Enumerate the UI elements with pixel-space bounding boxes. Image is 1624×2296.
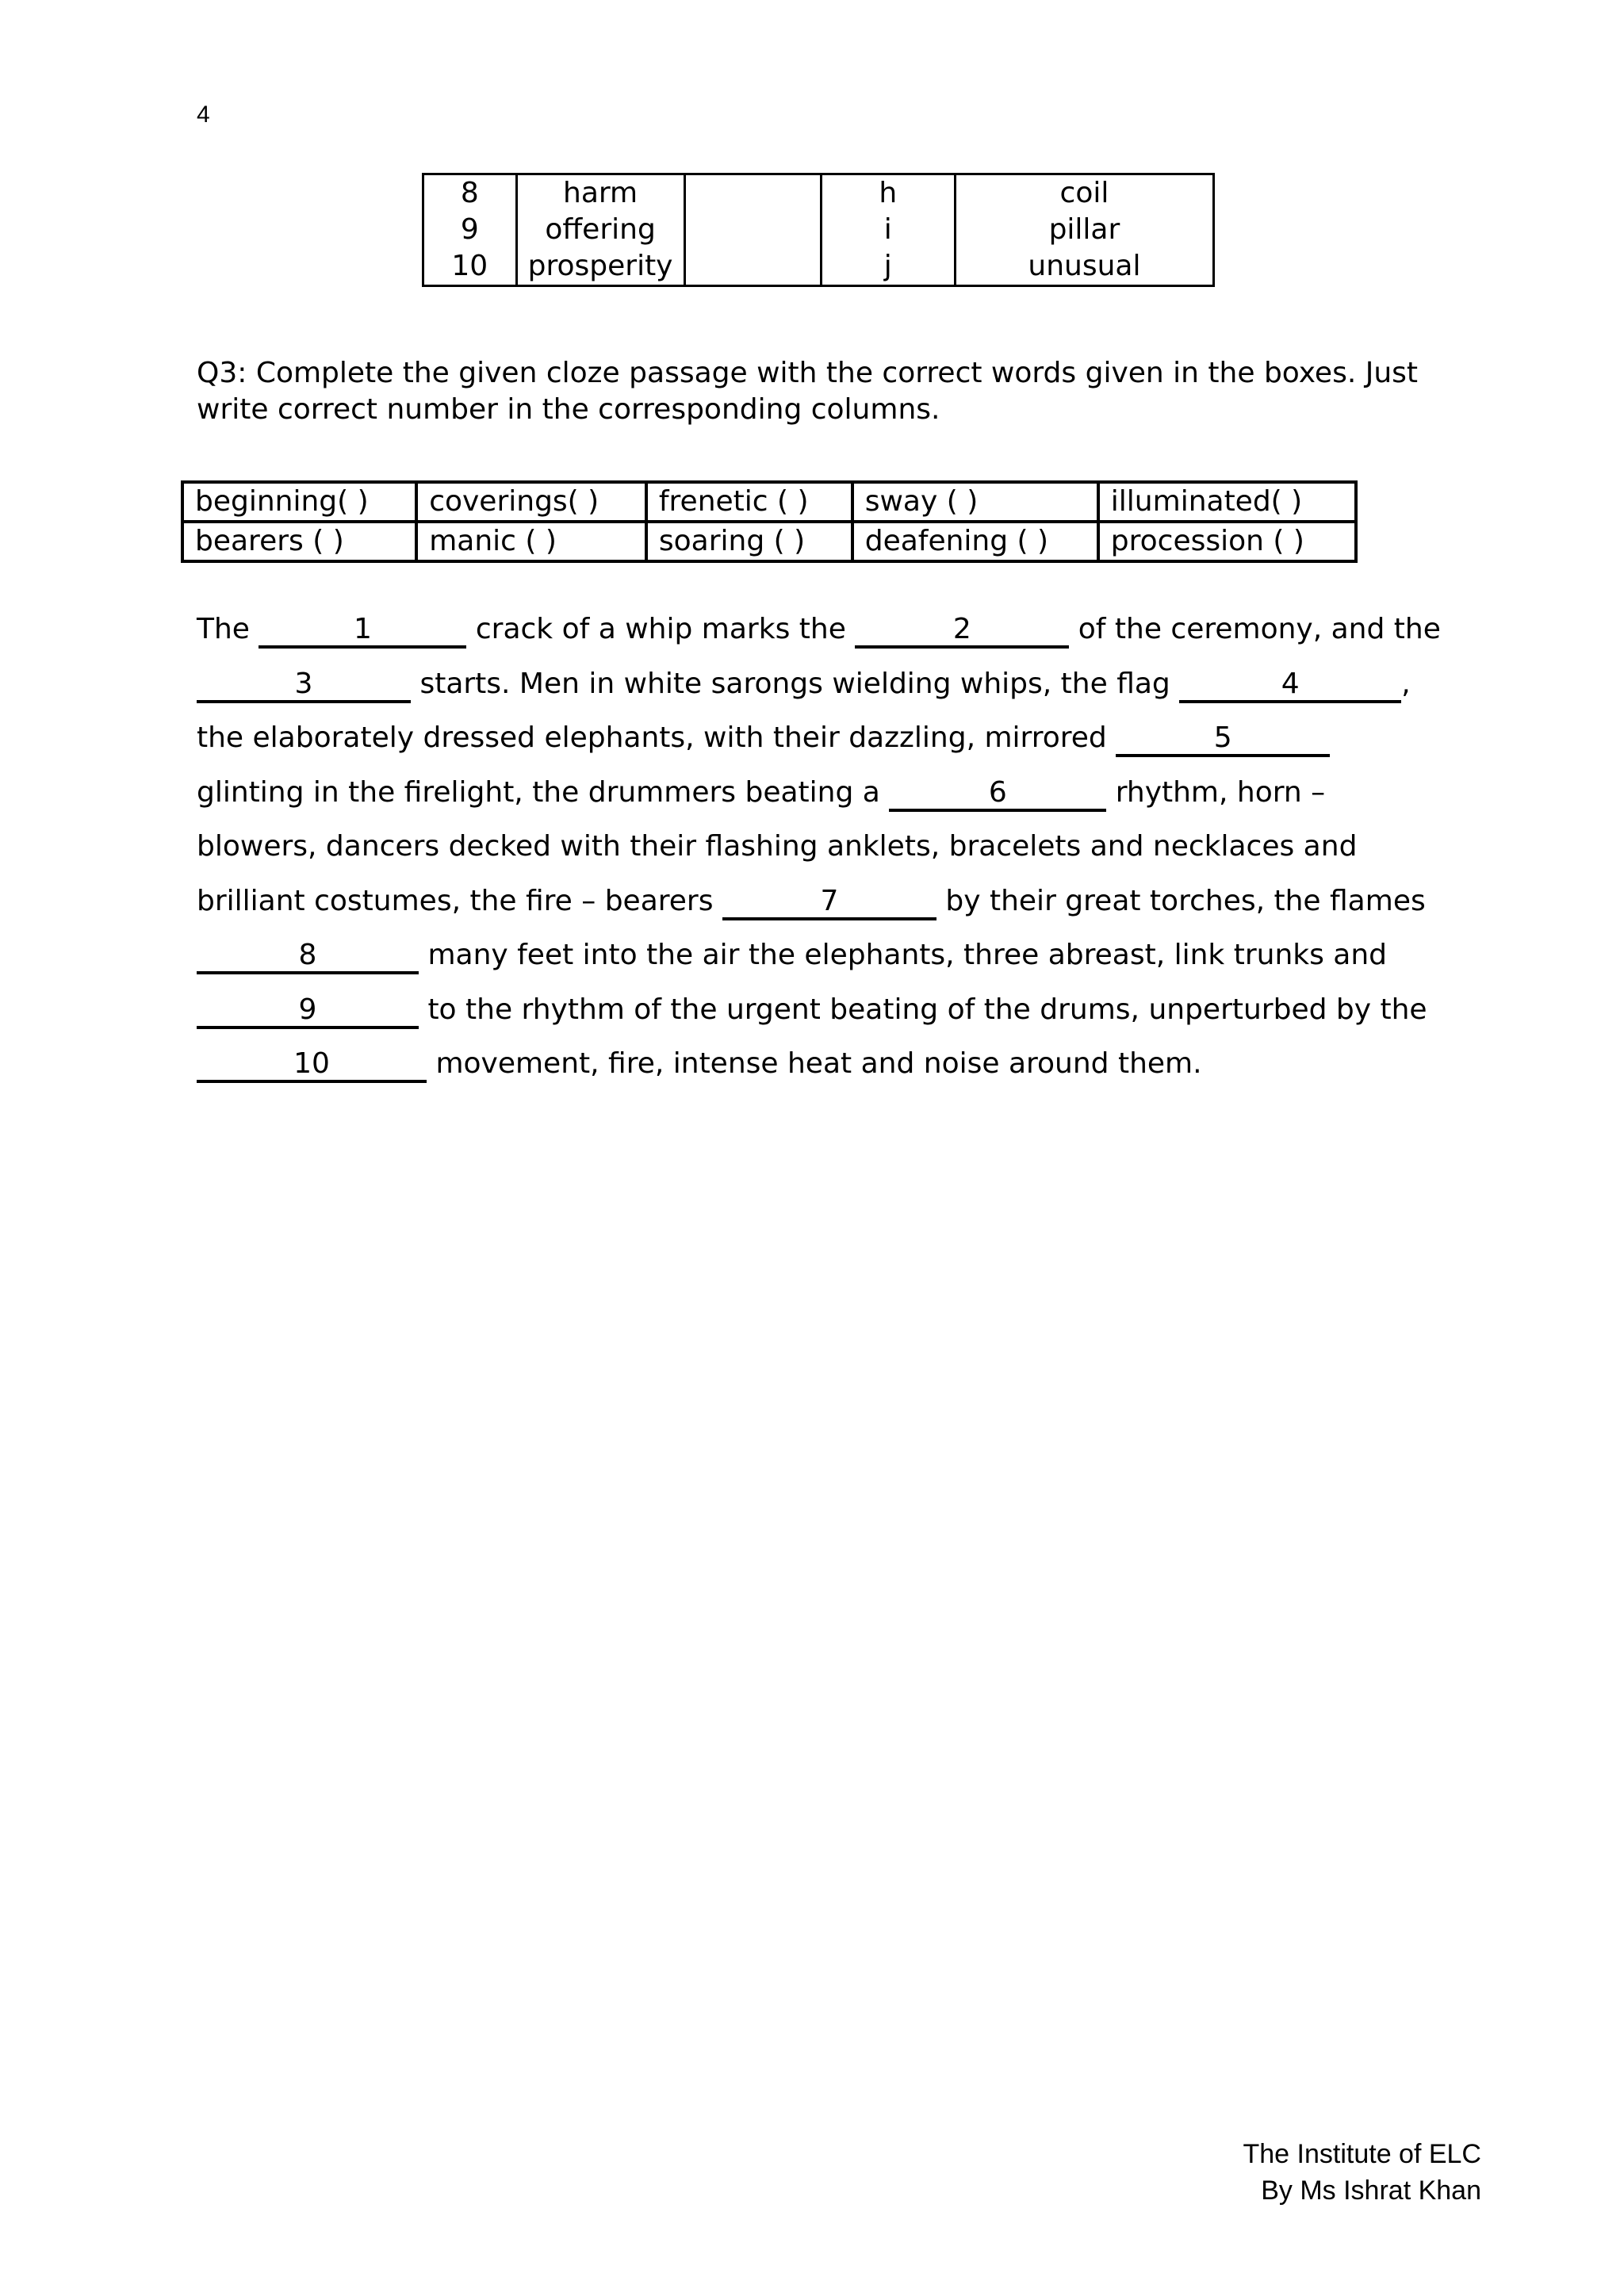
word-cell: harm <box>516 174 684 212</box>
letter-cell: j <box>821 248 955 286</box>
passage-text: to the rhythm of the urgent beating of the drums, unperturbed by the <box>419 993 1427 1026</box>
word-option[interactable]: manic ( ) <box>416 522 646 561</box>
letter-cell: h <box>821 174 955 212</box>
answer-cell[interactable] <box>684 212 821 248</box>
passage-text: many feet into the air the elephants, three abreast, link trunks and <box>419 939 1388 971</box>
letter-cell: i <box>821 212 955 248</box>
word-option[interactable]: soaring ( ) <box>646 522 852 561</box>
row-number: 10 <box>423 248 517 286</box>
word-cell: offering <box>516 212 684 248</box>
passage-text: rhythm, horn – blowers, dancers decked with their flashing anklets, bracelets and necklaces and brilliant costumes, the fire – bearers <box>197 775 1358 917</box>
blank-2[interactable]: 2 <box>855 614 1069 649</box>
blank-10[interactable]: 10 <box>197 1048 427 1083</box>
blank-4[interactable]: 4 <box>1179 668 1401 703</box>
word-option[interactable]: sway ( ) <box>852 482 1098 522</box>
passage-text: by their great torches, the flames <box>936 884 1426 917</box>
table-row <box>423 174 1214 212</box>
blank-1[interactable]: 1 <box>259 614 466 649</box>
word-option[interactable]: procession ( ) <box>1098 522 1356 561</box>
passage-text: of the ceremony, and the <box>1069 613 1441 645</box>
blank-7[interactable]: 7 <box>722 886 936 920</box>
word-option[interactable]: deafening ( ) <box>852 522 1098 561</box>
question-3-instructions: Q3: Complete the given cloze passage with the correct words given in the boxes. Just write correct number in the corresponding columns. <box>197 357 1419 426</box>
footer-author: By Ms Ishrat Khan <box>1261 2175 1481 2206</box>
option-cell: coil <box>955 174 1213 212</box>
passage-text: crack of a whip marks the <box>466 613 856 645</box>
passage-text: The <box>197 613 259 645</box>
word-option[interactable]: illuminated( ) <box>1098 482 1356 522</box>
word-option[interactable]: beginning( ) <box>182 482 416 522</box>
footer <box>1243 2136 1482 2209</box>
passage-text: , the elaborately dressed elephants, with their dazzling, mirrored <box>197 667 1411 754</box>
table-row <box>423 212 1214 248</box>
row-number: 9 <box>423 212 517 248</box>
footer-institute: The Institute of ELC <box>1243 2139 1481 2169</box>
blank-6[interactable]: 6 <box>889 777 1106 812</box>
word-cell: prosperity <box>516 248 684 286</box>
option-cell: unusual <box>955 248 1213 286</box>
row-number: 8 <box>423 174 517 212</box>
answer-cell[interactable] <box>684 174 821 212</box>
blank-9[interactable]: 9 <box>197 994 419 1029</box>
passage-text: starts. Men in white sarongs wielding whips, the flag <box>411 667 1180 700</box>
word-option[interactable]: frenetic ( ) <box>646 482 852 522</box>
passage-text: movement, fire, intense heat and noise around them. <box>427 1047 1202 1080</box>
cloze-passage <box>197 603 1446 1092</box>
word-box-table <box>181 480 1358 563</box>
option-cell: pillar <box>955 212 1213 248</box>
word-option[interactable]: bearers ( ) <box>182 522 416 561</box>
table-row <box>423 248 1214 286</box>
blank-8[interactable]: 8 <box>197 939 419 974</box>
page-number: 4 <box>197 101 210 128</box>
matching-table <box>422 173 1215 287</box>
word-box-row <box>182 482 1356 522</box>
answer-cell[interactable] <box>684 248 821 286</box>
passage-text: glinting in the firelight, the drummers beating a <box>197 775 890 809</box>
blank-5[interactable]: 5 <box>1116 722 1330 757</box>
blank-3[interactable]: 3 <box>197 668 411 703</box>
word-option[interactable]: coverings( ) <box>416 482 646 522</box>
word-box-row <box>182 522 1356 561</box>
